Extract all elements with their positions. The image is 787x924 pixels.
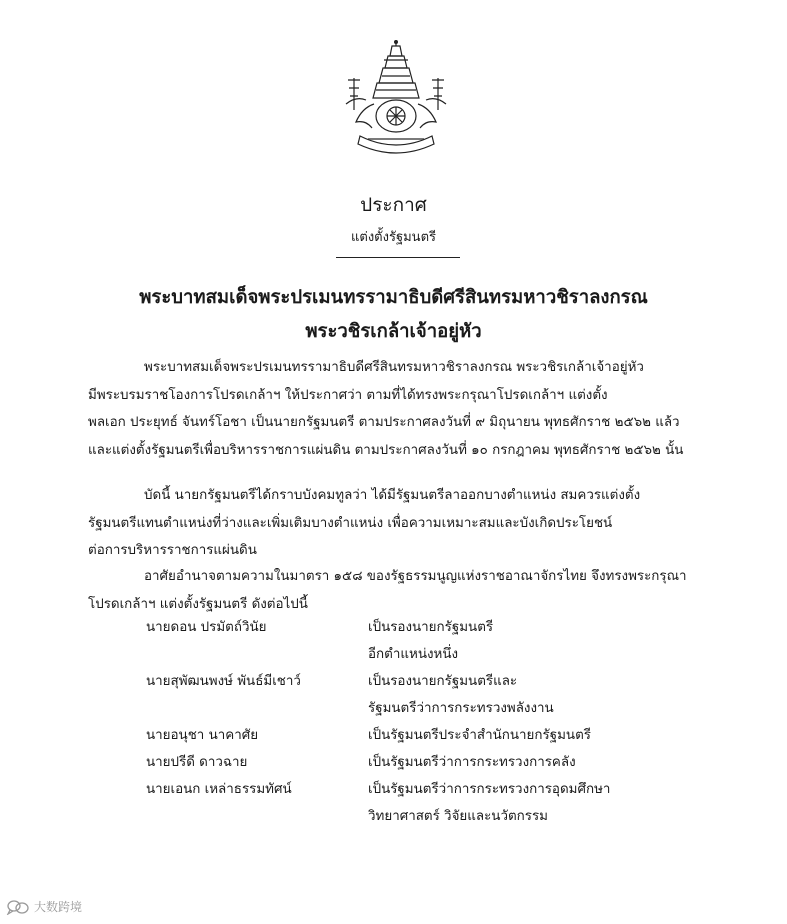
position-line: เป็นรัฐมนตรีประจำสำนักนายกรัฐมนตรี — [368, 728, 591, 743]
appointee-name: นายอนุชา นาคาศัย — [146, 728, 259, 743]
appointee-name: นายปรีดี ดาวฉาย — [146, 755, 248, 770]
title-divider — [336, 257, 460, 258]
appointment-row — [146, 749, 706, 776]
appointee-position — [368, 668, 554, 722]
paragraph-1 — [88, 354, 700, 464]
announcement-title: ประกาศ — [360, 194, 427, 216]
appointee-position — [368, 722, 591, 749]
appointee-name: นายเอนก เหล่าธรรมทัศน์ — [146, 782, 292, 797]
watermark-text: 大数跨境 — [34, 900, 83, 914]
position-line: รัฐมนตรีว่าการกระทรวงพลังงาน — [368, 701, 554, 716]
position-line: เป็นรัฐมนตรีว่าการกระทรวงการคลัง — [368, 755, 576, 770]
appointee-position — [368, 614, 493, 668]
paragraph-2 — [88, 482, 700, 565]
paragraph-line: อาศัยอำนาจตามความในมาตรา ๑๕๘ ของรัฐธรรมนูญแห่งราชอาณาจักรไทย จึงทรงพระกรุณา — [144, 569, 687, 584]
appointee-position — [368, 749, 576, 776]
position-line: เป็นรองนายกรัฐมนตรีและ — [368, 674, 518, 689]
appointee-position — [368, 776, 610, 830]
appointment-row — [146, 776, 706, 830]
royal-emblem-icon — [326, 38, 466, 156]
watermark — [6, 898, 82, 915]
king-name-line1: พระบาทสมเด็จพระปรเมนทรรามาธิบดีศรีสินทรมหาวชิราลงกรณ — [139, 287, 648, 308]
appointee-name: นายสุพัฒนพงษ์ พันธ์มีเชาว์ — [146, 674, 301, 689]
position-line: วิทยาศาสตร์ วิจัยและนวัตกรรม — [368, 809, 548, 824]
position-line: เป็นรัฐมนตรีว่าการกระทรวงการอุดมศึกษา — [368, 782, 611, 797]
appointment-row — [146, 722, 706, 749]
position-line: เป็นรองนายกรัฐมนตรี — [368, 620, 494, 635]
appointee-name: นายดอน ปรมัตถ์วินัย — [146, 620, 267, 635]
paragraph-line: พระบาทสมเด็จพระปรเมนทรรามาธิบดีศรีสินทรมหาวชิราลงกรณ พระวชิรเกล้าเจ้าอยู่หัว — [144, 360, 644, 375]
paragraph-line: บัดนี้ นายกรัฐมนตรีได้กราบบังคมทูลว่า ได้มีรัฐมนตรีลาออกบางตำแหน่ง สมควรแต่งตั้ง — [144, 488, 641, 503]
chat-bubble-icon — [6, 899, 30, 915]
paragraph-line: มีพระบรมราชโองการโปรดเกล้าฯ ให้ประกาศว่า ตามที่ได้ทรงพระกรุณาโปรดเกล้าฯ แต่งตั้ง — [88, 387, 608, 403]
appointment-row — [146, 668, 706, 722]
position-line: อีกตำแหน่งหนึ่ง — [368, 647, 459, 662]
paragraph-3 — [88, 563, 700, 618]
paragraph-line: ต่อการบริหารราชการแผ่นดิน — [88, 543, 257, 558]
paragraph-line: รัฐมนตรีแทนตำแหน่งที่ว่างและเพิ่มเติมบางตำแหน่ง เพื่อความเหมาะสมและบังเกิดประโยชน์ — [88, 515, 613, 531]
paragraph-line: โปรดเกล้าฯ แต่งตั้งรัฐมนตรี ดังต่อไปนี้ — [88, 596, 308, 612]
king-name-line2: พระวชิรเกล้าเจ้าอยู่หัว — [305, 321, 482, 342]
paragraph-line: พลเอก ประยุทธ์ จันทร์โอชา เป็นนายกรัฐมนตรี ตามประกาศลงวันที่ ๙ มิถุนายน พุทธศักราช ๒๕๖๒ แล้ว — [88, 415, 680, 430]
appointment-row — [146, 614, 706, 668]
paragraph-line: และแต่งตั้งรัฐมนตรีเพื่อบริหารราชการแผ่นดิน ตามประกาศลงวันที่ ๑๐ กรกฎาคม พุทธศักราช ๒๕๖๒ นั้น — [88, 442, 684, 458]
announcement-subtitle: แต่งตั้งรัฐมนตรี — [351, 230, 436, 245]
appointment-list — [146, 614, 706, 830]
